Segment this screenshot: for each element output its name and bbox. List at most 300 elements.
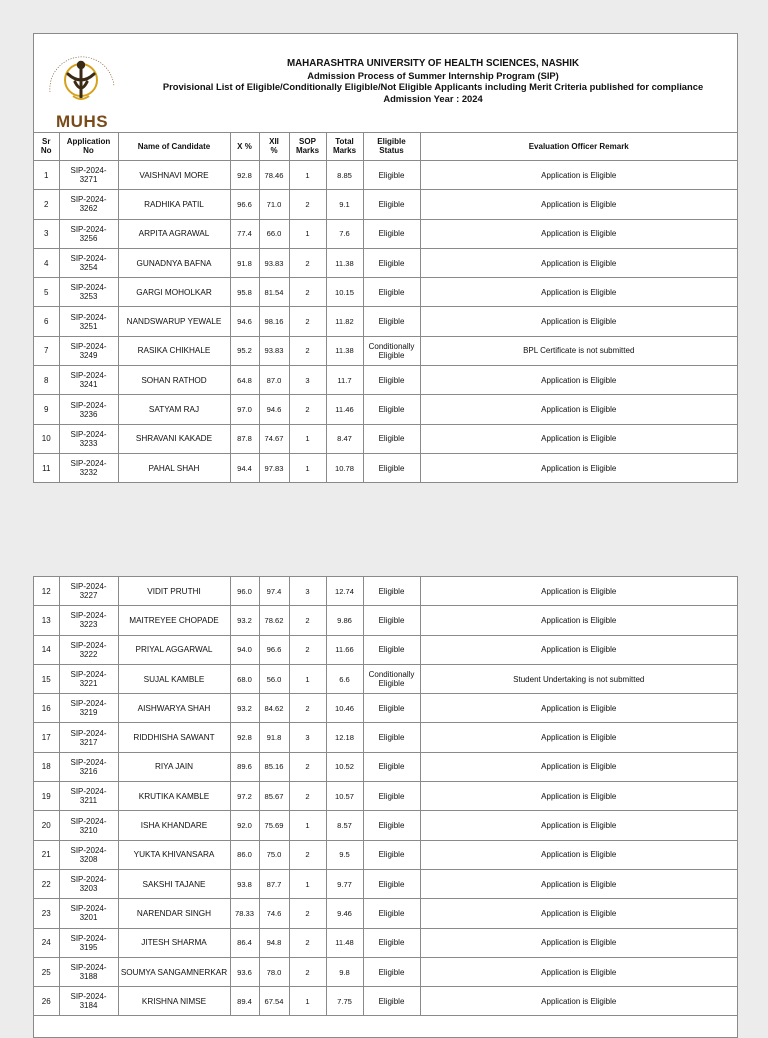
applicants-table-page-1 [34,132,737,483]
cell-application-no-text: SIP-2024- [70,845,107,855]
cell-total-marks-text: 9.5 [339,850,350,860]
cell-sop-marks-text: 2 [305,762,310,772]
cell-x-percent [230,248,259,277]
cell-application-no-text: 3221 [79,679,98,689]
cell-sop-marks-text: 2 [305,938,310,948]
cell-total-marks [326,161,363,190]
cell-sop-marks [289,811,326,840]
cell-sop-marks [289,248,326,277]
cell-candidate-name-text: SOHAN RATHOD [141,375,207,385]
cell-candidate-name [118,694,230,723]
cell-sr-no [34,219,59,248]
cell-application-no [59,248,118,277]
cell-xii-percent-text: 85.67 [264,791,284,801]
col-eligible-status: Eligible Status [363,132,420,161]
cell-total-marks [326,723,363,752]
cell-application-no-text: SIP-2024- [70,816,107,826]
cell-xii-percent-text: 75.69 [264,821,284,831]
cell-eligible-status [363,987,420,1016]
cell-sop-marks [289,635,326,664]
cell-total-marks [326,395,363,424]
cell-officer-remark-text: Application is Eligible [541,967,617,977]
cell-x-percent-text: 89.6 [237,762,252,772]
cell-total-marks-text: 11.46 [335,405,354,415]
cell-application-no-text: 3188 [79,972,98,981]
cell-candidate-name [118,899,230,928]
cell-eligible-status-text: Eligible [378,615,405,625]
cell-sr-no [34,366,59,395]
cell-sop-marks-text: 1 [305,463,310,473]
cell-x-percent [230,366,259,395]
col-xii-percent: XII % [259,132,289,161]
cell-x-percent [230,664,259,693]
cell-officer-remark [420,453,737,482]
cell-application-no-text: 3223 [79,620,98,630]
cell-x-percent [230,424,259,453]
cell-x-percent-text: 93.8 [237,879,252,889]
cell-xii-percent-text: 98.16 [264,317,284,327]
cell-application-no-text: 3184 [79,1001,98,1011]
cell-sr-no-text: 11 [42,463,51,473]
cell-eligible-status-text: Eligible [378,938,405,948]
cell-x-percent-text: 96.6 [237,199,252,209]
cell-sop-marks [289,987,326,1016]
cell-eligible-status-text: Conditionally [368,670,415,680]
cell-xii-percent-text: 85.16 [264,762,284,772]
cell-x-percent-text: 78.33 [234,908,254,918]
cell-eligible-status-text: Eligible [378,967,405,977]
cell-application-no-text: SIP-2024- [70,875,107,885]
cell-application-no-text: 3216 [79,766,98,776]
table-row [34,577,737,606]
cell-x-percent [230,219,259,248]
cell-total-marks [326,752,363,781]
cell-xii-percent [259,190,289,219]
cell-sop-marks-text: 2 [305,258,310,268]
cell-total-marks-text: 8.57 [337,821,352,831]
cell-officer-remark-text: Application is Eligible [541,615,617,625]
cell-officer-remark [420,752,737,781]
cell-sr-no-text: 8 [44,375,49,385]
cell-candidate-name [118,366,230,395]
cell-candidate-name-text: VIDIT PRUTHI [147,586,201,596]
cell-xii-percent-text: 94.6 [266,405,282,415]
cell-sop-marks-text: 1 [305,229,310,239]
cell-officer-remark [420,869,737,898]
cell-application-no-text: 3271 [79,175,98,185]
cell-application-no-text: SIP-2024- [70,166,107,176]
cell-application-no-text: SIP-2024- [70,904,107,914]
cell-total-marks-text: 7.75 [337,996,352,1006]
cell-x-percent [230,723,259,752]
cell-xii-percent-text: 81.54 [264,287,284,297]
table-row [34,635,737,664]
cell-sop-marks-text: 1 [305,996,310,1006]
cell-candidate-name [118,723,230,752]
cell-total-marks-text: 12.74 [334,586,354,596]
cell-officer-remark [420,635,737,664]
cell-xii-percent [259,811,289,840]
cell-sop-marks-text: 1 [305,879,310,889]
document-page-2 [33,576,738,1038]
cell-candidate-name-text: GARGI MOHOLKAR [136,287,212,297]
document-page-1 [33,33,738,483]
table-row [34,840,737,869]
cell-sop-marks [289,424,326,453]
table-row [34,395,737,424]
cell-xii-percent [259,957,289,986]
cell-total-marks [326,366,363,395]
cell-eligible-status [363,840,420,869]
cell-xii-percent [259,395,289,424]
cell-total-marks-text: 9.46 [337,908,352,918]
cell-application-no [59,577,118,606]
cell-officer-remark-text: Application is Eligible [541,733,617,743]
cell-x-percent-text: 77.4 [237,229,252,239]
cell-xii-percent-text: 87.0 [266,375,282,385]
cell-application-no-text: 3203 [79,884,98,894]
cell-sr-no [34,752,59,781]
cell-total-marks-text: 9.8 [339,967,350,977]
cell-total-marks-text: 9.1 [339,199,350,209]
university-name: MAHARASHTRA UNIVERSITY OF HEALTH SCIENCES, NASHIK [286,58,580,69]
cell-application-no-text: 3201 [79,913,98,923]
cell-total-marks-text: 9.77 [337,879,352,889]
cell-xii-percent [259,869,289,898]
cell-total-marks [326,307,363,336]
cell-sop-marks-text: 2 [305,967,310,977]
cell-candidate-name [118,811,230,840]
table-header-row [34,132,737,161]
cell-officer-remark [420,278,737,307]
cell-officer-remark-text: Application is Eligible [541,170,617,180]
cell-xii-percent [259,219,289,248]
cell-sr-no [34,899,59,928]
cell-eligible-status-text: Eligible [378,908,405,918]
cell-candidate-name [118,453,230,482]
table-row [34,219,737,248]
cell-sop-marks [289,723,326,752]
cell-candidate-name-text: MAITREYEE CHOPADE [129,615,219,625]
muhs-logo [38,36,124,130]
cell-application-no-text: 3251 [79,321,98,331]
cell-officer-remark-text: Application is Eligible [541,199,617,209]
cell-sop-marks [289,664,326,693]
cell-sop-marks-text: 1 [305,821,310,831]
cell-sr-no-text: 10 [41,434,51,444]
cell-officer-remark-text: Application is Eligible [541,229,617,239]
cell-candidate-name [118,336,230,365]
cell-sr-no [34,278,59,307]
cell-application-no-text: SIP-2024- [70,992,107,1002]
cell-sop-marks-text: 1 [305,674,310,684]
cell-x-percent-text: 64.8 [237,375,252,385]
cell-candidate-name-text: SAKSHI TAJANE [142,879,206,889]
table-row [34,752,737,781]
cell-eligible-status-text: Eligible [378,850,405,860]
table-row [34,928,737,957]
cell-sop-marks-text: 2 [305,615,310,625]
cell-officer-remark [420,307,737,336]
cell-x-percent-text: 96.0 [237,586,252,596]
cell-officer-remark [420,395,737,424]
cell-eligible-status [363,190,420,219]
cell-sr-no-text: 24 [41,938,51,948]
cell-sr-no [34,694,59,723]
cell-total-marks-text: 11.82 [335,317,354,327]
cell-sop-marks-text: 2 [305,850,310,860]
cell-total-marks [326,869,363,898]
cell-x-percent-text: 93.6 [237,967,252,977]
cell-application-no-text: SIP-2024- [70,283,107,293]
cell-officer-remark-text: Student Undertaking is not submitted [513,674,645,684]
col-total-marks: Total Marks [326,132,363,161]
cell-xii-percent [259,782,289,811]
cell-sop-marks-text: 2 [305,287,310,297]
cell-officer-remark [420,694,737,723]
cell-eligible-status [363,928,420,957]
cell-sr-no [34,782,59,811]
cell-sop-marks [289,606,326,635]
cell-sop-marks [289,336,326,365]
cell-candidate-name-text: ISHA KHANDARE [140,821,208,831]
cell-eligible-status [363,635,420,664]
cell-sop-marks [289,161,326,190]
cell-x-percent [230,899,259,928]
cell-officer-remark-text: Application is Eligible [541,375,617,385]
cell-officer-remark-text: Application is Eligible [541,938,617,948]
cell-eligible-status-text: Eligible [378,170,405,180]
cell-application-no-text: 3249 [79,350,98,360]
cell-application-no [59,928,118,957]
cell-xii-percent [259,248,289,277]
cell-candidate-name-text: JITESH SHARMA [141,938,207,948]
table-row [34,987,737,1016]
cell-sr-no [34,811,59,840]
cell-sr-no-text: 14 [41,645,51,655]
cell-eligible-status-text: Eligible [378,434,405,444]
logo-wordmark: MUHS [56,112,109,131]
cell-application-no-text: 3211 [79,796,98,806]
cell-officer-remark [420,161,737,190]
cell-eligible-status-text: Eligible [378,405,405,415]
cell-sr-no [34,577,59,606]
cell-eligible-status [363,453,420,482]
cell-sr-no-text: 13 [41,615,51,625]
cell-application-no [59,811,118,840]
cell-total-marks-text: 6.6 [339,674,350,684]
cell-eligible-status [363,782,420,811]
cell-total-marks [326,190,363,219]
table-row [34,248,737,277]
cell-xii-percent-text: 94.8 [266,938,282,948]
cell-eligible-status-text: Conditionally [368,341,415,351]
cell-eligible-status-text: Eligible [378,996,405,1006]
cell-total-marks-text: 10.78 [334,463,354,473]
cell-sr-no-text: 15 [41,674,51,684]
cell-sop-marks [289,453,326,482]
cell-application-no [59,307,118,336]
cell-xii-percent [259,987,289,1016]
cell-application-no [59,336,118,365]
cell-x-percent-text: 92.8 [237,733,252,743]
cell-application-no-text: SIP-2024- [70,787,107,797]
cell-sr-no [34,957,59,986]
cell-application-no [59,664,118,693]
cell-x-percent-text: 92.8 [237,170,252,180]
cell-candidate-name [118,957,230,986]
table-row [34,336,737,365]
cell-officer-remark-text: Application is Eligible [541,317,617,327]
cell-total-marks [326,248,363,277]
cell-x-percent-text: 93.2 [237,703,252,713]
cell-officer-remark [420,928,737,957]
cell-application-no-text: SIP-2024- [70,195,107,205]
cell-eligible-status-text: Eligible [378,463,405,473]
table-body-page-1 [34,161,737,483]
cell-sop-marks-text: 1 [305,434,310,444]
cell-eligible-status [363,577,420,606]
cell-officer-remark [420,723,737,752]
cell-sr-no-text: 18 [41,762,51,772]
cell-eligible-status-text: Eligible [378,586,405,596]
cell-x-percent-text: 95.2 [237,346,252,356]
cell-sop-marks [289,840,326,869]
cell-total-marks [326,957,363,986]
cell-application-no-text: 3227 [79,591,98,601]
cell-eligible-status [363,694,420,723]
cell-application-no [59,278,118,307]
cell-application-no [59,219,118,248]
cell-sr-no-text: 12 [41,586,51,596]
cell-application-no-text: SIP-2024- [70,933,107,943]
cell-eligible-status [363,307,420,336]
cell-sop-marks-text: 2 [305,405,310,415]
cell-application-no-text: SIP-2024- [70,254,107,264]
cell-application-no-text: SIP-2024- [70,963,107,972]
cell-sop-marks-text: 3 [305,733,310,743]
cell-total-marks [326,577,363,606]
cell-sr-no [34,248,59,277]
cell-x-percent-text: 93.2 [237,615,252,625]
cell-eligible-status-text: Eligible [378,821,405,831]
table-row [34,811,737,840]
cell-application-no [59,752,118,781]
cell-total-marks-text: 7.6 [339,229,350,239]
cell-sr-no [34,869,59,898]
applicants-table-page-2 [34,577,737,1016]
cell-xii-percent-text: 87.7 [266,879,282,889]
document-header [34,34,737,133]
cell-candidate-name-text: GUNADNYA BAFNA [136,258,212,268]
cell-candidate-name-text: SOUMYA SANGAMNERKAR [120,967,228,977]
cell-x-percent-text: 95.8 [237,287,252,297]
table-row [34,366,737,395]
cell-x-percent [230,987,259,1016]
cell-xii-percent [259,752,289,781]
cell-sr-no-text: 2 [44,199,49,209]
cell-sr-no [34,723,59,752]
cell-sop-marks [289,694,326,723]
cell-total-marks-text: 11.38 [335,258,354,268]
cell-candidate-name [118,577,230,606]
cell-candidate-name [118,752,230,781]
cell-sop-marks [289,366,326,395]
cell-total-marks-text: 10.57 [334,791,354,801]
cell-application-no-text: SIP-2024- [70,341,107,351]
table-row [34,899,737,928]
cell-officer-remark-text: Application is Eligible [541,850,617,860]
cell-total-marks [326,278,363,307]
cell-application-no [59,899,118,928]
list-title: Provisional List of Eligible/Conditionally Eligible/Not Eligible Applicants including Merit Criteria published for compliance [162,81,704,93]
cell-officer-remark [420,336,737,365]
cell-x-percent-text: 94.4 [237,463,252,473]
cell-x-percent-text: 86.4 [237,938,252,948]
cell-xii-percent [259,278,289,307]
cell-application-no-text: 3233 [79,438,98,448]
cell-xii-percent [259,307,289,336]
cell-application-no-text: 3210 [79,825,98,835]
cell-total-marks-text: 11.66 [335,645,354,655]
cell-officer-remark-text: Application is Eligible [541,463,617,473]
cell-application-no-text: SIP-2024- [70,400,107,410]
cell-total-marks [326,899,363,928]
cell-xii-percent-text: 96.6 [266,645,282,655]
cell-sop-marks [289,957,326,986]
cell-total-marks [326,424,363,453]
cell-candidate-name-text: SHRAVANI KAKADE [135,434,213,444]
col-candidate-name: Name of Candidate [118,132,230,161]
cell-application-no [59,723,118,752]
cell-application-no-text: 3241 [79,380,98,390]
cell-xii-percent-text: 74.67 [264,434,284,444]
cell-x-percent [230,278,259,307]
cell-eligible-status [363,336,420,365]
cell-xii-percent-text: 66.0 [266,229,282,239]
cell-xii-percent-text: 84.62 [264,703,284,713]
cell-x-percent-text: 94.0 [237,645,252,655]
cell-officer-remark [420,577,737,606]
cell-xii-percent-text: 97.4 [266,586,282,596]
cell-x-percent [230,395,259,424]
cell-candidate-name [118,840,230,869]
cell-total-marks-text: 8.47 [337,434,352,444]
cell-sr-no [34,606,59,635]
cell-application-no-text: 3208 [79,854,98,864]
cell-sop-marks [289,307,326,336]
col-x-percent: X % [230,132,259,161]
cell-x-percent [230,811,259,840]
process-title: Admission Process of Summer Internship Program (SIP) [307,69,559,81]
cell-candidate-name-text: RASIKA CHIKHALE [137,346,211,356]
table-row [34,694,737,723]
cell-eligible-status [363,248,420,277]
cell-total-marks [326,453,363,482]
cell-sop-marks [289,190,326,219]
cell-sr-no [34,424,59,453]
cell-sop-marks-text: 2 [305,199,310,209]
cell-sr-no [34,453,59,482]
cell-sr-no-text: 7 [44,346,49,356]
col-sop-marks: SOP Marks [289,132,326,161]
cell-xii-percent-text: 78.46 [264,170,284,180]
cell-x-percent [230,453,259,482]
table-row [34,278,737,307]
cell-xii-percent-text: 78.62 [264,615,284,625]
cell-sr-no-text: 4 [44,258,49,268]
cell-candidate-name [118,987,230,1016]
